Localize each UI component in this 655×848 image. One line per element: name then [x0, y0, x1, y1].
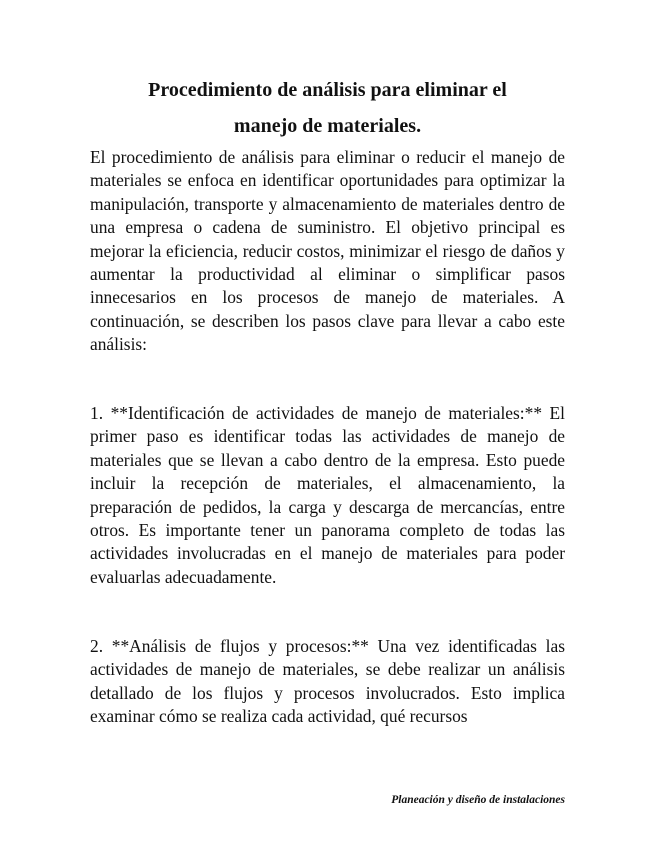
step-1-paragraph: 1. **Identificación de actividades de manejo de materiales:** El primer paso es identificar todas las actividades de manejo de materiales que se llevan a cabo dentro de la empresa. Esto puede incluir la recepción de materiales, el almacenamiento, la preparación de pedidos, la carga y descarga de mercancías, entre otros. Es importante tener un panorama completo de todas las actividades involucradas en el manejo de materiales para poder evaluarlas adecuadamente.: [90, 403, 565, 587]
document-title-line-2: manejo de materiales.: [233, 115, 422, 137]
page-footer: Planeación y diseño de instalaciones: [391, 794, 565, 806]
step-2-paragraph: 2. **Análisis de flujos y procesos:** Una vez identificadas las actividades de manejo de materiales, se debe realizar un análisis detallado de los flujos y procesos involucrados. Esto implica examinar cómo se realiza cada actividad, qué recursos: [90, 636, 565, 727]
document-title-line-1: Procedimiento de análisis para eliminar el: [148, 79, 507, 101]
intro-paragraph: El procedimiento de análisis para eliminar o reducir el manejo de materiales se enfoca en identificar oportunidades para optimizar la manipulación, transporte y almacenamiento de materiales dentro de una empresa o cadena de suministro. El objetivo principal es mejorar la eficiencia, reducir costos, minimizar el riesgo de daños y aumentar la productividad al eliminar o simplificar pasos innecesarios en los procesos de manejo de materiales. A continuación, se describen los pasos clave para llevar a cabo este análisis:: [90, 147, 565, 355]
